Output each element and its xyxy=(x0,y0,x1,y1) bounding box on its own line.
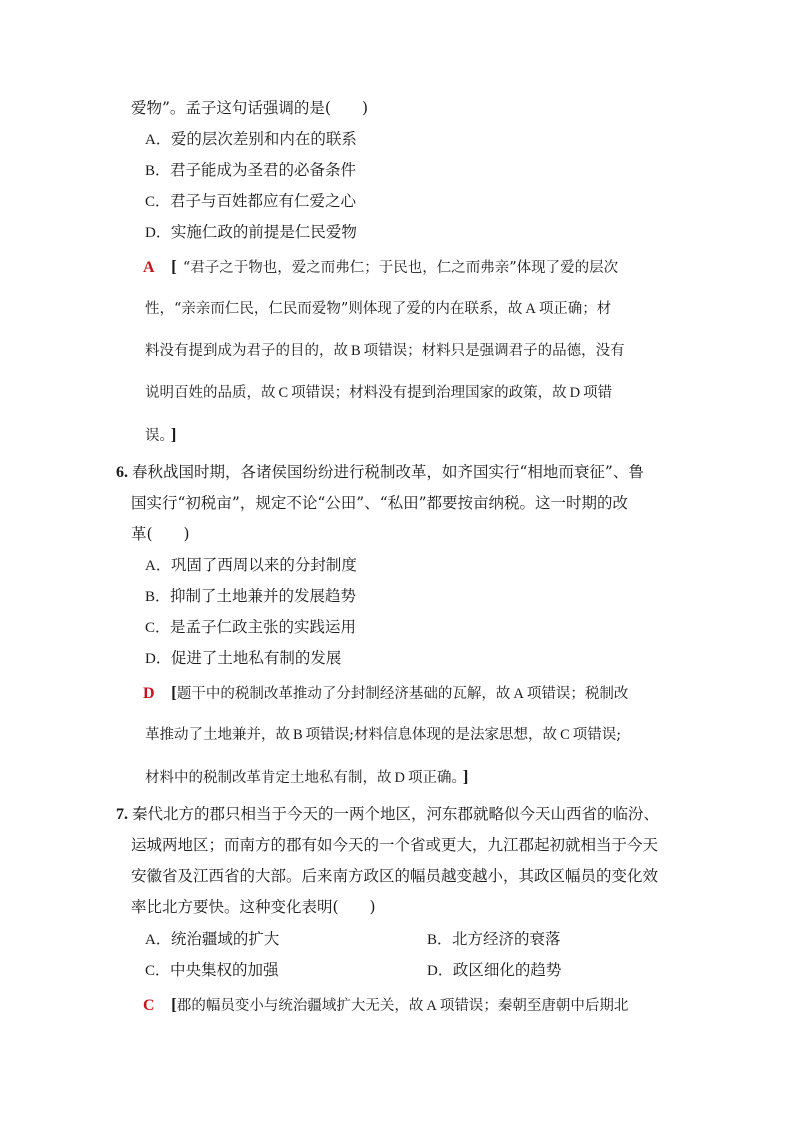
option-letter: C． xyxy=(145,963,171,979)
option-text: 抑制了土地兼并的发展趋势 xyxy=(170,587,357,605)
q6-option-b xyxy=(145,586,356,607)
explanation-latin: A xyxy=(426,998,437,1014)
explanation-text: 郡的幅员变小与统治疆域扩大无关，故 xyxy=(176,998,424,1014)
explanation-text: 题干中的税制改革推动了分封制经济基础的瓦解，故 xyxy=(176,686,511,702)
close-bracket: ] xyxy=(462,767,469,786)
explanation-text: 项错 xyxy=(583,385,613,401)
q6-option-d xyxy=(145,648,341,669)
explanation-text: 项正确。 xyxy=(407,770,459,786)
q6-stem-line-2: 国实行“初税亩”，规定不论“公田”、“私田”都要按亩纳税。这一时期的改 xyxy=(131,494,629,512)
explanation-text: 项正确；材 xyxy=(538,301,612,317)
stem-text: 秦代北方的郡只相当于今天的一两个地区，河东郡就略似今天山西省的临汾、 xyxy=(132,805,660,823)
option-text: 君子与百姓都应有仁爱之心 xyxy=(170,192,357,210)
option-letter: A． xyxy=(145,132,171,148)
q7-option-d xyxy=(427,960,561,981)
explanation-text: 性，“亲亲而仁民，仁民而爱物”则体现了爱的内在联系，故 xyxy=(145,301,523,317)
q6-stem-line-1 xyxy=(116,462,644,483)
q7-stem-line-4: 率比北方要快。这种变化表明( ) xyxy=(131,898,376,916)
explanation-text: 料没有提到成为君子的目的，故 xyxy=(145,343,348,359)
explanation-latin: A xyxy=(525,301,536,317)
q6-explanation-line-2 xyxy=(145,725,621,745)
option-letter: A． xyxy=(145,932,171,948)
explanation-text: 项错误;材料信息体现的是法家思想，故 xyxy=(305,727,558,743)
explanation-text: “君子之于物也，爱之而弗仁；于民也，仁之而弗亲”体现了爱的层次 xyxy=(182,260,619,276)
explanation-text: 项错误；税制改 xyxy=(526,686,629,702)
option-text: 巩固了西周以来的分封制度 xyxy=(170,556,357,574)
explanation-latin: D xyxy=(394,770,405,786)
option-text: 是孟子仁政主张的实践运用 xyxy=(170,618,357,636)
explanation-latin: D xyxy=(569,385,581,401)
option-text: 促进了土地私有制的发展 xyxy=(170,649,342,667)
open-bracket: [ xyxy=(171,995,177,1014)
explanation-latin: C xyxy=(560,727,570,743)
q5-option-c xyxy=(145,191,356,212)
stem-text: 春秋战国时期，各诸侯国纷纷进行税制改革，如齐国实行“相地而衰征”、鲁 xyxy=(132,463,644,481)
option-text: 实施仁政的前提是仁民爱物 xyxy=(170,223,357,241)
explanation-text: 材料中的税制改革肯定土地私有制，故 xyxy=(145,770,392,786)
explanation-latin: B xyxy=(351,343,361,359)
option-letter: B． xyxy=(145,589,171,605)
q6-explanation-line-3 xyxy=(145,767,468,788)
q7-answer: C xyxy=(143,997,155,1014)
q6-option-a xyxy=(145,555,357,576)
option-letter: A． xyxy=(145,558,171,574)
q5-explanation-line-5 xyxy=(145,425,176,446)
explanation-latin: A xyxy=(513,686,524,702)
q7-option-b xyxy=(427,929,561,950)
option-letter: B． xyxy=(145,163,171,179)
q6-answer: D xyxy=(143,685,155,702)
q5-explanation-line-3 xyxy=(145,341,625,361)
option-text: 君子能成为圣君的必备条件 xyxy=(170,161,357,179)
q5-answer: A xyxy=(143,259,155,276)
q5-stem-tail: 爱物”。孟子这句话强调的是( ) xyxy=(131,99,369,117)
q7-stem-line-2: 运城两地区；而南方的郡有如今天的一个省或更大，九江郡起初就相当于今天 xyxy=(131,836,659,854)
question-number: 6. xyxy=(116,464,128,481)
option-text: 政区细化的趋势 xyxy=(452,961,562,979)
q7-option-c xyxy=(145,960,279,981)
option-letter: C． xyxy=(145,620,171,636)
q6-option-c xyxy=(145,617,356,638)
explanation-latin: C xyxy=(278,385,289,401)
q5-explanation-line-4 xyxy=(145,383,612,403)
q6-stem-line-3: 革( ) xyxy=(131,525,190,543)
explanation-latin: B xyxy=(293,727,303,743)
option-text: 中央集权的加强 xyxy=(170,961,279,979)
explanation-text: 项错误；材料只是强调君子的品德，没有 xyxy=(363,343,625,359)
q5-option-b xyxy=(145,160,356,181)
q5-explanation-line-2 xyxy=(145,299,611,319)
q5-option-a xyxy=(145,129,357,150)
option-letter: D． xyxy=(145,651,171,667)
option-letter: D． xyxy=(145,225,171,241)
q5-explanation-line-1 xyxy=(143,257,618,278)
option-letter: D． xyxy=(427,963,453,979)
option-letter: C． xyxy=(145,194,171,210)
explanation-text: 项错误；材料没有提到治理国家的政策，故 xyxy=(291,385,567,401)
open-bracket: [ xyxy=(171,257,177,276)
option-letter: B． xyxy=(427,932,453,948)
option-text: 爱的层次差别和内在的联系 xyxy=(170,130,357,148)
explanation-text: 说明百姓的品质，故 xyxy=(145,385,276,401)
explanation-text: 项错误; xyxy=(572,727,622,743)
open-bracket: [ xyxy=(171,683,177,702)
q7-option-a xyxy=(145,929,279,950)
question-number: 7. xyxy=(116,806,128,823)
option-text: 北方经济的衰落 xyxy=(452,930,561,948)
q7-explanation-line-1 xyxy=(143,995,628,1016)
q7-stem-line-3: 安徽省及江西省的大部。后来南方政区的幅员越变越小，其政区幅员的变化效 xyxy=(131,867,659,885)
q5-option-d xyxy=(145,222,357,243)
q6-explanation-line-1 xyxy=(143,683,628,704)
explanation-text: 项错误；秦朝至唐朝中后期北 xyxy=(439,998,629,1014)
close-bracket: ] xyxy=(170,425,177,444)
q7-stem-line-1 xyxy=(116,804,659,825)
option-text: 统治疆域的扩大 xyxy=(170,930,280,948)
explanation-text: 革推动了土地兼并，故 xyxy=(145,727,290,743)
explanation-text: 误。 xyxy=(145,428,167,444)
